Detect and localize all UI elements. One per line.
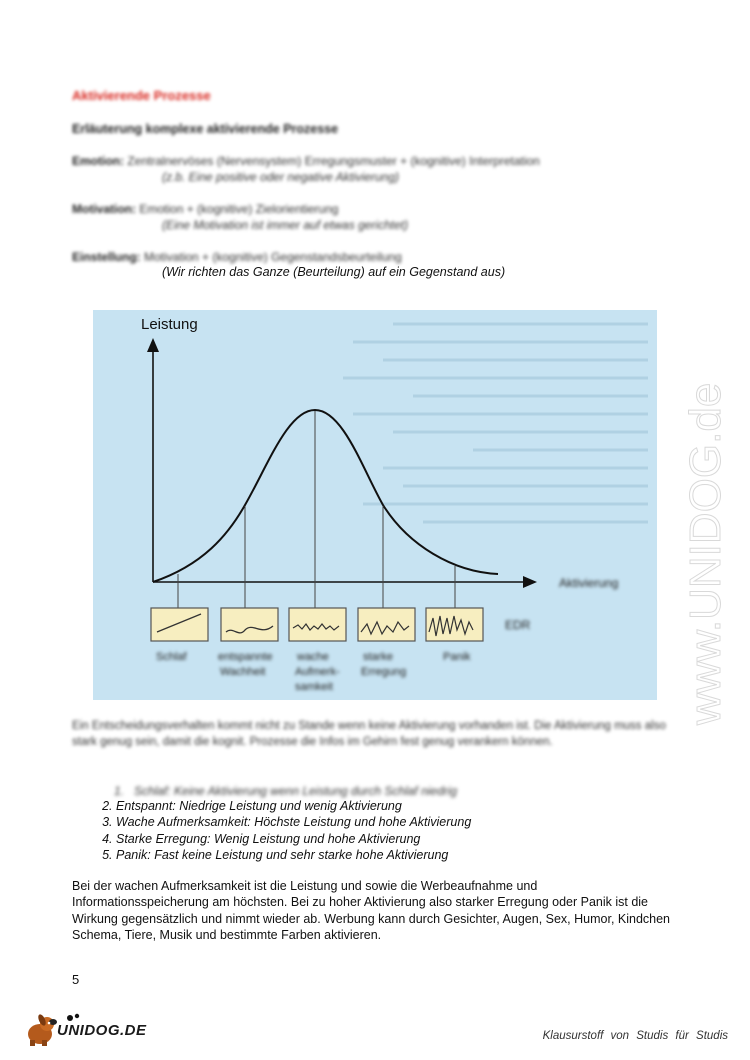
definition-note: (Eine Motivation ist immer auf etwas gerichtet) — [162, 218, 409, 232]
eeg-label: EDR — [505, 618, 531, 632]
watermark-text: www.UNIDOG.de — [681, 382, 730, 725]
stage-label: Erregung — [361, 666, 407, 678]
stage-list — [94, 798, 471, 864]
watermark — [672, 280, 742, 730]
stage-label: samkeit — [295, 681, 333, 693]
curve-chart — [93, 310, 657, 700]
definition-einstellung — [72, 250, 402, 264]
definition-note-clear: (Wir richten das Ganze (Beurteilung) auf ein Gegenstand aus) — [162, 265, 506, 279]
stage-label: Aufmerk- — [295, 666, 340, 678]
x-axis-arrow — [523, 576, 537, 588]
list-item-text: Schlaf: Keine Aktivierung wenn Leistung durch Schlaf niedrig — [134, 784, 458, 798]
definition-note: (z.b. Eine positive oder negative Aktivierung) — [162, 170, 400, 184]
paragraph-blurred: Ein Entscheidungsverhalten kommt nicht zu Stande wenn keine Aktivierung vorhanden ist. Die Aktivierung muss also stark genug sein, damit die kognit. Prozesse die Infos im Gehirn fest genug verankern können. — [72, 720, 666, 748]
stage-label: Panik — [443, 651, 471, 663]
list-item: 3. Wache Aufmerksamkeit: Höchste Leistung und hohe Aktivierung — [116, 814, 471, 830]
section-heading: Aktivierende Prozesse — [72, 88, 211, 103]
definition-term: Einstellung: — [72, 250, 141, 264]
eeg-box-entspannt — [221, 608, 278, 641]
eeg-boxes — [151, 608, 483, 641]
logo-text: UNIDOG.DE — [57, 1022, 147, 1039]
eeg-box-erregung — [358, 608, 415, 641]
list-item: 4. Starke Erregung: Wenig Leistung und hohe Aktivierung — [116, 831, 471, 847]
y-axis-arrow — [147, 338, 159, 352]
y-axis-label: Leistung — [141, 316, 198, 333]
footer-slogan: Klausurstoff von Studis für Studis — [542, 1030, 728, 1042]
list-item: 2. Entspannt: Niedrige Leistung und wenig Aktivierung — [116, 798, 471, 814]
list-item: 5. Panik: Fast keine Leistung und sehr starke hohe Aktivierung — [116, 847, 471, 863]
stage-label: starke — [363, 651, 393, 663]
definition-text: Emotion + (kognitive) Zielorientierung — [139, 202, 339, 216]
definition-text: Zentralnervöses (Nervensystem) Erregungsmuster + (kognitive) Interpretation — [127, 154, 540, 168]
definition-term: Emotion: — [72, 154, 124, 168]
stage-labels — [156, 651, 471, 693]
definition-term: Motivation: — [72, 202, 136, 216]
list-item-blurred — [72, 784, 612, 798]
stage-label: entspannte — [218, 651, 273, 663]
definition-text: Motivation + (kognitive) Gegenstandsbeurteilung — [144, 250, 402, 264]
definition-emotion — [72, 154, 540, 168]
subheading: Erläuterung komplexe aktivierende Prozesse — [72, 122, 339, 136]
stage-label: wache — [297, 651, 329, 663]
eeg-box-schlaf — [151, 608, 208, 641]
list-item-number: 1. — [114, 784, 135, 798]
stage-label: Wachheit — [220, 666, 266, 678]
paragraph-summary: Bei der wachen Aufmerksamkeit ist die Leistung und sowie die Werbeaufnahme und Informationsspeicherung am höchsten. Bei zu hoher Aktivierung also starker Erregung oder Panik ist die Wirkung gegensätzlich und nimmt wieder ab. Werbung kann durch Gesichter, Augen, Sex, Humor, Kindchen Schema, Tiere, Musik und bestimmte Farben aktivieren. — [72, 879, 671, 943]
definition-motivation — [72, 202, 338, 216]
eeg-box-panik — [426, 608, 483, 641]
activation-performance-figure — [93, 310, 657, 700]
x-axis-label: Aktivierung — [559, 576, 619, 590]
eeg-box-wach — [289, 608, 346, 641]
performance-curve — [153, 410, 498, 582]
page-number: 5 — [72, 972, 80, 987]
stage-label: Schlaf — [156, 651, 187, 663]
